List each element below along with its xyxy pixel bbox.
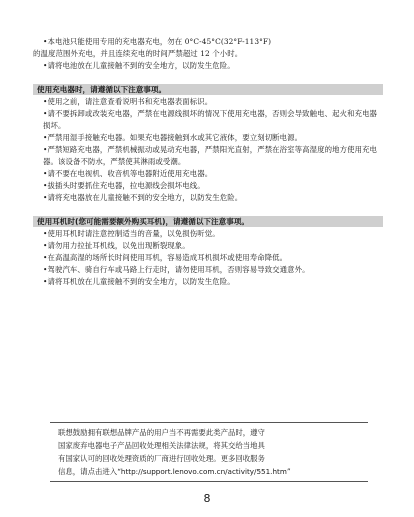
- earphone-section-header: 使用耳机时(您可能需要额外购买耳机)，请遵循以下注意事项。: [33, 216, 383, 227]
- battery-charging-note: •本电池只能使用专用的充电器充电，勿在 0°C-45°C(32°F-113°F): [43, 37, 272, 46]
- notice-line: 有国家认可的回收处理资质的厂商进行回收处理。更多回收服务: [58, 454, 265, 463]
- battery-charging-note-cont: 的温度范围外充电，并且连续充电的时间严禁超过 12 个小时。: [33, 49, 243, 58]
- page-number: 8: [203, 492, 211, 505]
- notice-line: 联想鼓励拥有联想品牌产品的用户当不再需要此类产品时，遵守: [58, 428, 265, 437]
- charger-item: •请不要拆卸或改装充电器，严禁在电源线损坏的情况下使用充电器，否则会导致触电、起火和充电器损坏。: [43, 109, 378, 130]
- recycling-notice: [50, 422, 368, 482]
- notice-line-suffix: ”: [286, 467, 291, 476]
- recycling-url-link[interactable]: http://support.lenovo.com.cn/activity/551.htm: [120, 467, 287, 476]
- notice-line: 国家废弃电器电子产品回收处理相关法律法规，将其交给当地具: [58, 441, 265, 450]
- notice-line: [58, 465, 368, 478]
- charger-item: •请不要在电视机、收音机等电器附近使用充电器。: [43, 169, 213, 178]
- charger-item: •严禁短路充电器，严禁机械振动或晃动充电器，严禁阳光直射，严禁在浴室等高湿度的地方使用充电器。该设备不防水，严禁使其淋雨或受潮。: [43, 145, 378, 166]
- earphone-item: •请将耳机放在儿童接触不到的安全地方，以防发生危险。: [43, 277, 235, 286]
- earphone-item: •使用耳机时请注意控制适当的音量，以免损伤听觉。: [43, 229, 220, 238]
- charger-item: •使用之前，请注意查看说明书和充电器表面标识。: [43, 97, 213, 106]
- charger-item: •严禁用湿手接触充电器。如果充电器接触到水或其它液体，要立刻切断电源。: [43, 133, 303, 142]
- charger-item: •拔插头时要抓住充电器，拉电源线会损坏电线。: [43, 181, 205, 190]
- document-body: [33, 36, 383, 288]
- battery-child-safety-note: •请将电池放在儿童接触不到的安全地方，以防发生危险。: [43, 61, 235, 70]
- charger-section-header: 使用充电器时，请遵循以下注意事项。: [33, 84, 383, 95]
- earphone-item: •请勿用力拉扯耳机线，以免出现断裂现象。: [43, 241, 190, 250]
- notice-line-prefix: 信息，请点击进入“: [58, 467, 121, 476]
- earphone-item: •驾驶汽车、骑自行车或马路上行走时，请勿使用耳机，否则容易导致交通意外。: [43, 265, 310, 274]
- charger-item: •请将充电器放在儿童接触不到的安全地方，以防发生危险。: [43, 193, 243, 202]
- earphone-item: •在高温高湿的场所长时间使用耳机，容易造成耳机损坏或使用寿命降低。: [43, 253, 288, 262]
